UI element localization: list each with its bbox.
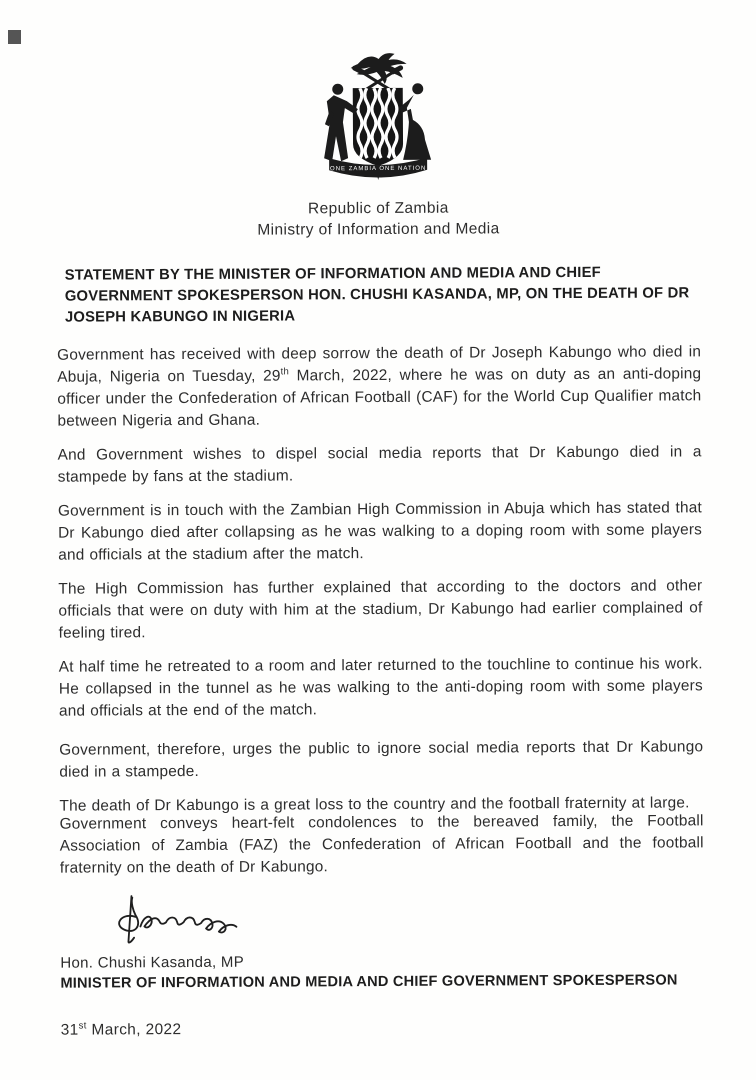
- paragraph-1: [57, 341, 701, 432]
- signatory-title: MINISTER OF INFORMATION AND MEDIA AND CHIEF GOVERNMENT SPOKESPERSON: [60, 972, 678, 992]
- date-ordinal-superscript: st: [78, 1020, 87, 1032]
- scan-artifact-square: [8, 30, 21, 44]
- paragraph-1-text-cont: March, 2022, where he was on duty as an anti-doping officer under the Confederation of African Football (CAF) for the World Cup Qualifier match between Nigeria and Ghana.: [57, 365, 702, 430]
- signatory-name: Hon. Chushi Kasanda, MP: [60, 953, 245, 972]
- signature-image: [94, 890, 289, 947]
- paragraph-6: Government, therefore, urges the public to ignore social media reports that Dr Kabungo died in a stampede.: [59, 738, 704, 781]
- date-day: 31: [60, 1021, 79, 1039]
- paragraph-7: The death of Dr Kabungo is a great loss to the country and the football fraternity at large.: [59, 794, 690, 815]
- paragraph-2: And Government wishes to dispel social media reports that Dr Kabungo died in a stampede by fans at the stadium.: [57, 443, 702, 486]
- date-month-year: March, 2022: [86, 1021, 182, 1039]
- paragraph-8: Government conveys heart-felt condolences to the bereaved family, the Football Association of Zambia (FAZ) the Confederation of African Football and the football fraternity on the death of Dr Kabungo.: [59, 812, 704, 877]
- org-name: Republic of Zambia: [307, 199, 449, 218]
- coat-of-arms-svg: [302, 48, 455, 191]
- paragraph-4: The High Commission has further explained that according to the doctors and other officials that were on duty with him at the stadium, Dr Kabungo had earlier complained of feeling tired.: [58, 577, 703, 642]
- zambia-coat-of-arms: [302, 48, 455, 191]
- paragraph-3: Government is in touch with the Zambian High Commission in Abuja which has stated that Dr Kabungo died after collapsing as he was walking to a doping room with some players and officials at the stadium after the match.: [57, 499, 703, 564]
- paragraph-5: At half time he retreated to a room and later returned to the touchline to continue his work. He collapsed in the tunnel as he was walking to the anti-doping room with some players and officials at the end of the match.: [58, 655, 703, 720]
- right-figure: [399, 83, 431, 160]
- shield: [353, 88, 403, 166]
- date-line: [61, 1018, 705, 1039]
- paragraph-1-text: Government has received with deep sorrow the death of Dr Joseph Kabungo who died in Abuja, Nigeria on Tuesday, 29: [57, 343, 702, 386]
- motto-text: ONE ZAMBIA ONE NATION: [330, 165, 427, 173]
- ministry-name: Ministry of Information and Media: [257, 220, 500, 239]
- statement-title: STATEMENT BY THE MINISTER OF INFORMATION AND MEDIA AND CHIEF GOVERNMENT SPOKESPERSON HON. CHUSHI KASANDA, MP, ON THE DEATH OF DR JOSEPH KABUNGO IN NIGERIA: [64, 264, 690, 326]
- document-content: [55, 0, 704, 1040]
- ordinal-superscript: th: [280, 366, 290, 378]
- signature-scrawl: [94, 890, 289, 947]
